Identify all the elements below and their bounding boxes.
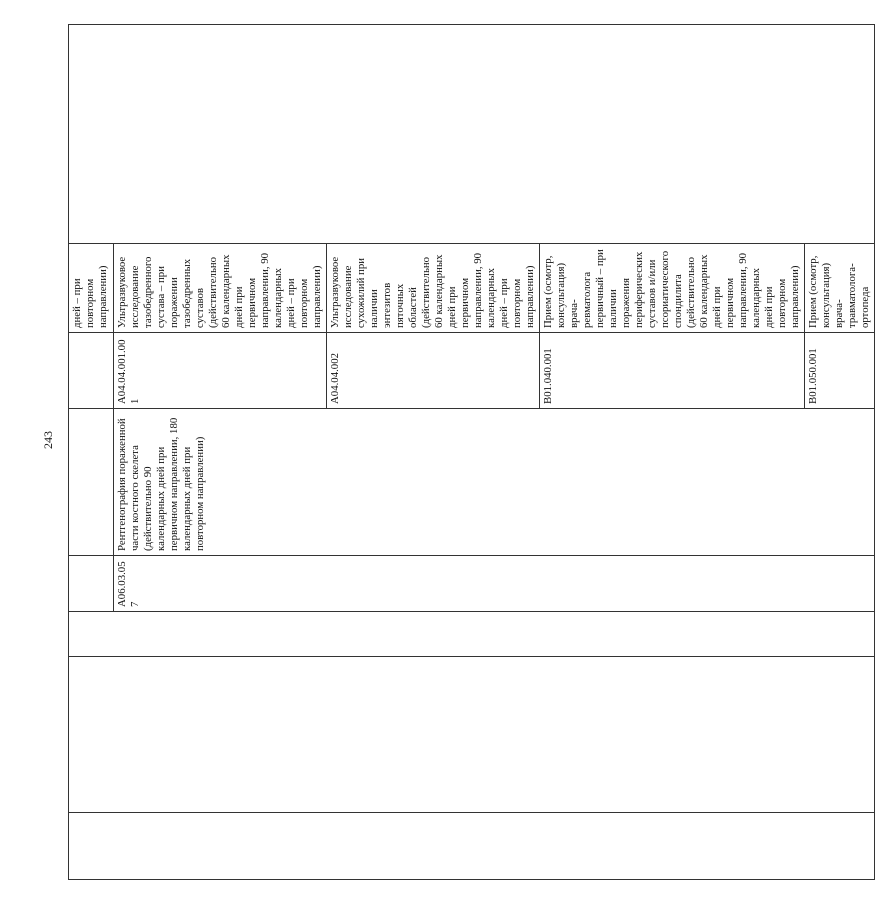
page-number: 243 [41, 431, 55, 449]
cell-code-b: A04.04.001.001 [114, 333, 327, 409]
cell-name-b: Ультразвуковое исследование тазобедренного сустава – при поражении тазобедренных суставов (действительно 60 календарных дней при первичном направлении, 90 календарных дней – при повторном направлении) [114, 244, 327, 333]
cell-code-a: A06.03.057 [114, 556, 327, 612]
cell-name-a: Рентгенография пораженной части костного скелета (действительно 90 календарных дней при первичном направлении, 180 календарных дней при повторном направлении) [114, 409, 327, 556]
cell-code-a [69, 556, 114, 612]
cell-name-b: Прием (осмотр, консультация) врача-ревматолога первичный – при наличии поражения периферических суставов и/или псориатического спондилита (действительно 60 календарных дней при первичном направлении, 90 календарных дней при повторном направлении) [540, 244, 805, 333]
cell-name-b: дней – при повторном направлении) [69, 244, 114, 333]
cell-code-a [805, 556, 875, 612]
cell-name-a [69, 409, 114, 556]
cell-empty [69, 612, 875, 657]
table-row [69, 25, 114, 880]
cell-code-b: A04.04.002 [327, 333, 540, 409]
cell-code-a [327, 556, 540, 612]
cell-empty [69, 25, 875, 244]
cell-empty [69, 657, 875, 813]
rotated-table-wrapper [68, 25, 871, 880]
cell-code-b: B01.050.001 [805, 333, 875, 409]
cell-name-a [540, 409, 805, 556]
cell-code-b: B01.040.001 [540, 333, 805, 409]
cell-empty [69, 813, 875, 880]
cell-code-a [540, 556, 805, 612]
cell-code-b [69, 333, 114, 409]
cell-name-a [805, 409, 875, 556]
cell-name-b: Ультразвуковое исследование сухожилий при наличии энтезитов пяточных областей (действительно 60 календарных дней при первичном направлении, 90 календарных дней – при повторном направлении) [327, 244, 540, 333]
cell-name-b: Прием (осмотр, консультация) врача-травматолога-ортопеда [805, 244, 875, 333]
cell-name-a [327, 409, 540, 556]
table [68, 24, 875, 880]
